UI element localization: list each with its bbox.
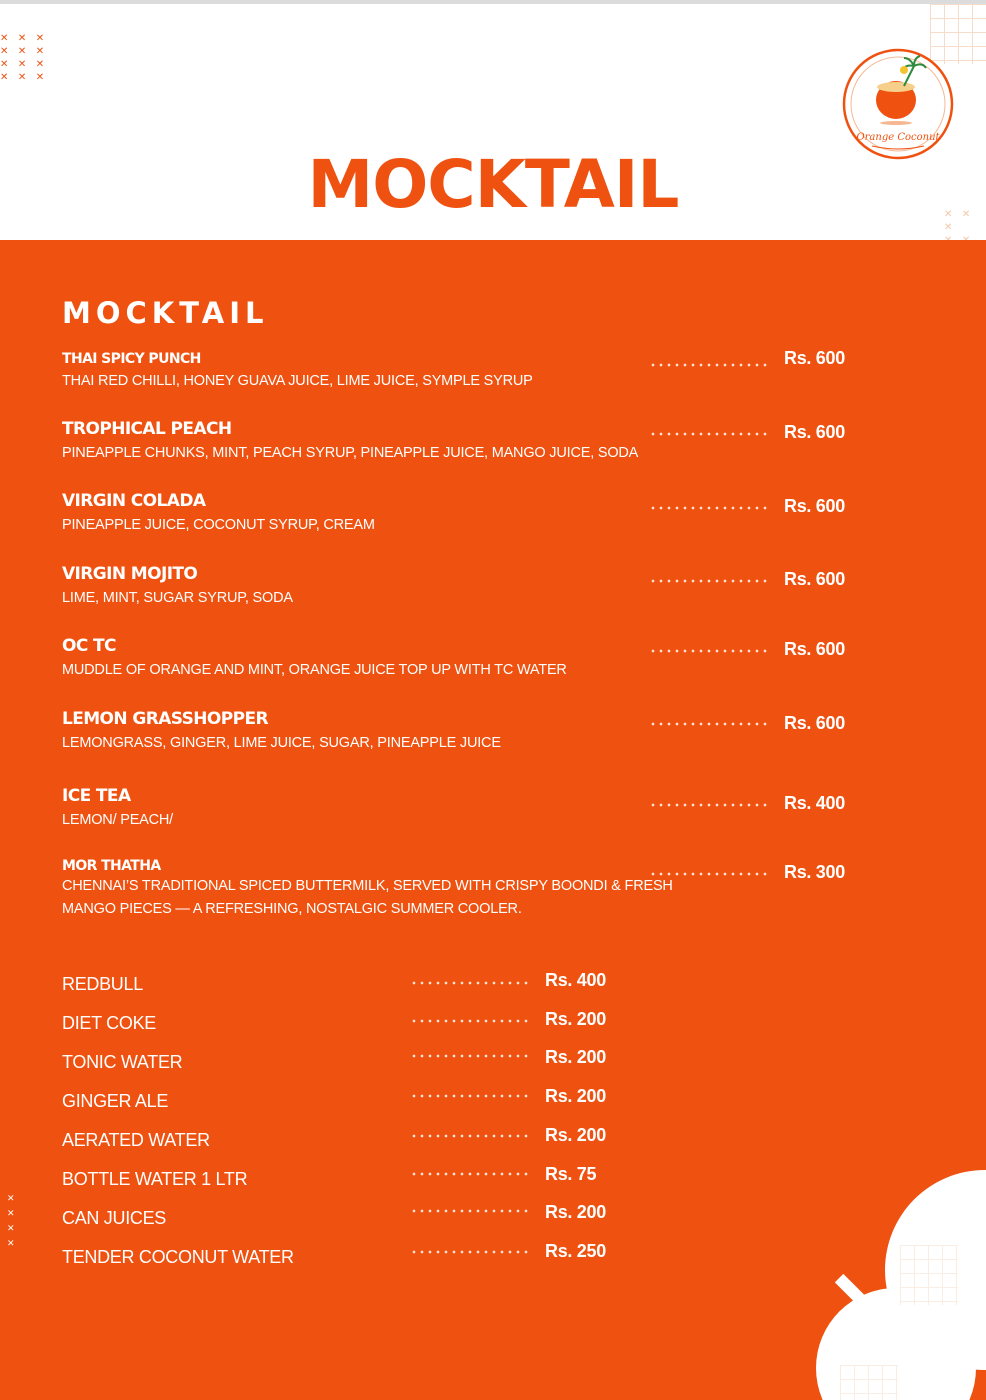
price-leader-dots — [410, 1054, 528, 1058]
beverage-name: TONIC WATER — [62, 1052, 183, 1072]
price-leader-dots — [410, 1134, 528, 1138]
price-leader-dots — [649, 579, 767, 583]
price-leader-dots — [410, 1250, 528, 1254]
price-leader-dots — [649, 872, 767, 876]
beverage-name: AERATED WATER — [62, 1130, 210, 1150]
item-name: THAI SPICY PUNCH — [62, 351, 201, 367]
beverage-price: Rs. 200 — [545, 1009, 606, 1029]
item-description: LEMON/ PEACH/ — [62, 812, 174, 828]
price-leader-dots — [410, 1209, 528, 1213]
item-price: Rs. 400 — [784, 793, 845, 813]
beverage-price: Rs. 200 — [545, 1202, 606, 1222]
item-name: LEMON GRASSHOPPER — [62, 709, 268, 729]
price-leader-dots — [410, 1094, 528, 1098]
beverage-name: DIET COKE — [62, 1013, 156, 1033]
item-description: LIME, MINT, SUGAR SYRUP, SODA — [62, 590, 293, 606]
menu-item — [62, 351, 862, 393]
menu-item — [62, 419, 862, 465]
menu-item — [62, 491, 862, 537]
item-name: MOR THATHA — [62, 858, 161, 874]
logo-text: Orange Coconut — [856, 132, 940, 143]
beverage-name: CAN JUICES — [62, 1208, 167, 1228]
x-pattern-icon: ✕ ✕ ✕ ✕ ✕ ✕ ✕ ✕ ✕ ✕ ✕ ✕ — [0, 33, 48, 83]
price-leader-dots — [410, 981, 528, 985]
item-description: LEMONGRASS, GINGER, LIME JUICE, SUGAR, PINEAPPLE JUICE — [62, 735, 501, 751]
item-description: MUDDLE OF ORANGE AND MINT, ORANGE JUICE TOP UP WITH TC WATER — [62, 662, 567, 678]
top-border — [0, 0, 986, 4]
price-leader-dots — [649, 649, 767, 653]
beverage-price: Rs. 400 — [545, 970, 606, 990]
price-leader-dots — [410, 1172, 528, 1176]
menu-item — [62, 636, 862, 682]
menu-item — [62, 786, 862, 832]
item-price: Rs. 300 — [784, 862, 845, 882]
beverage-price: Rs. 200 — [545, 1086, 606, 1106]
menu-item — [62, 564, 862, 610]
item-price: Rs. 600 — [784, 639, 845, 659]
header — [0, 0, 986, 240]
grid-pattern-icon — [840, 1365, 898, 1400]
beverage-name: BOTTLE WATER 1 LTR — [62, 1169, 248, 1189]
item-price: Rs. 600 — [784, 422, 845, 442]
beverage-price: Rs. 200 — [545, 1125, 606, 1145]
item-name: VIRGIN MOJITO — [62, 564, 198, 584]
item-name: VIRGIN COLADA — [62, 491, 206, 511]
menu-item — [62, 858, 682, 921]
item-description: PINEAPPLE JUICE, COCONUT SYRUP, CREAM — [62, 517, 375, 533]
price-leader-dots — [649, 506, 767, 510]
beverage-price: Rs. 250 — [545, 1241, 606, 1261]
beverage-price: Rs. 75 — [545, 1164, 597, 1184]
beverage-name: REDBULL — [62, 974, 143, 994]
price-leader-dots — [410, 1019, 528, 1023]
beverage-name: GINGER ALE — [62, 1091, 169, 1111]
price-leader-dots — [649, 803, 767, 807]
x-pattern-icon: ✕ ✕ ✕ — [944, 209, 974, 233]
brand-logo — [842, 48, 954, 160]
menu-item — [62, 709, 862, 755]
item-name: ICE TEA — [62, 786, 131, 806]
price-leader-dots — [649, 432, 767, 436]
item-price: Rs. 600 — [784, 496, 845, 516]
beverage-price: Rs. 200 — [545, 1047, 606, 1067]
section-title: MOCKTAIL — [62, 296, 269, 330]
item-description: CHENNAI’S TRADITIONAL SPICED BUTTERMILK, SERVED WITH CRISPY BOONDI & FRESH — [62, 878, 673, 894]
item-description: PINEAPPLE CHUNKS, MINT, PEACH SYRUP, PINEAPPLE JUICE, MANGO JUICE, SODA — [62, 445, 639, 461]
item-price: Rs. 600 — [784, 713, 845, 733]
item-name: OC TC — [62, 636, 116, 656]
grid-pattern-icon — [900, 1245, 958, 1305]
item-description: MANGO PIECES — A REFRESHING, NOSTALGIC SUMMER COOLER. — [62, 901, 522, 917]
page-title: MOCKTAIL — [307, 146, 679, 223]
item-name: TROPHICAL PEACH — [62, 419, 232, 439]
beverage-name: TENDER COCONUT WATER — [62, 1247, 294, 1267]
item-price: Rs. 600 — [784, 569, 845, 589]
price-leader-dots — [649, 363, 767, 367]
x-pattern-icon: ✕ ✕ ✕ ✕ — [7, 1194, 18, 1249]
item-price: Rs. 600 — [784, 348, 845, 368]
item-description: THAI RED CHILLI, HONEY GUAVA JUICE, LIME JUICE, SYMPLE SYRUP — [62, 373, 533, 389]
price-leader-dots — [649, 722, 767, 726]
